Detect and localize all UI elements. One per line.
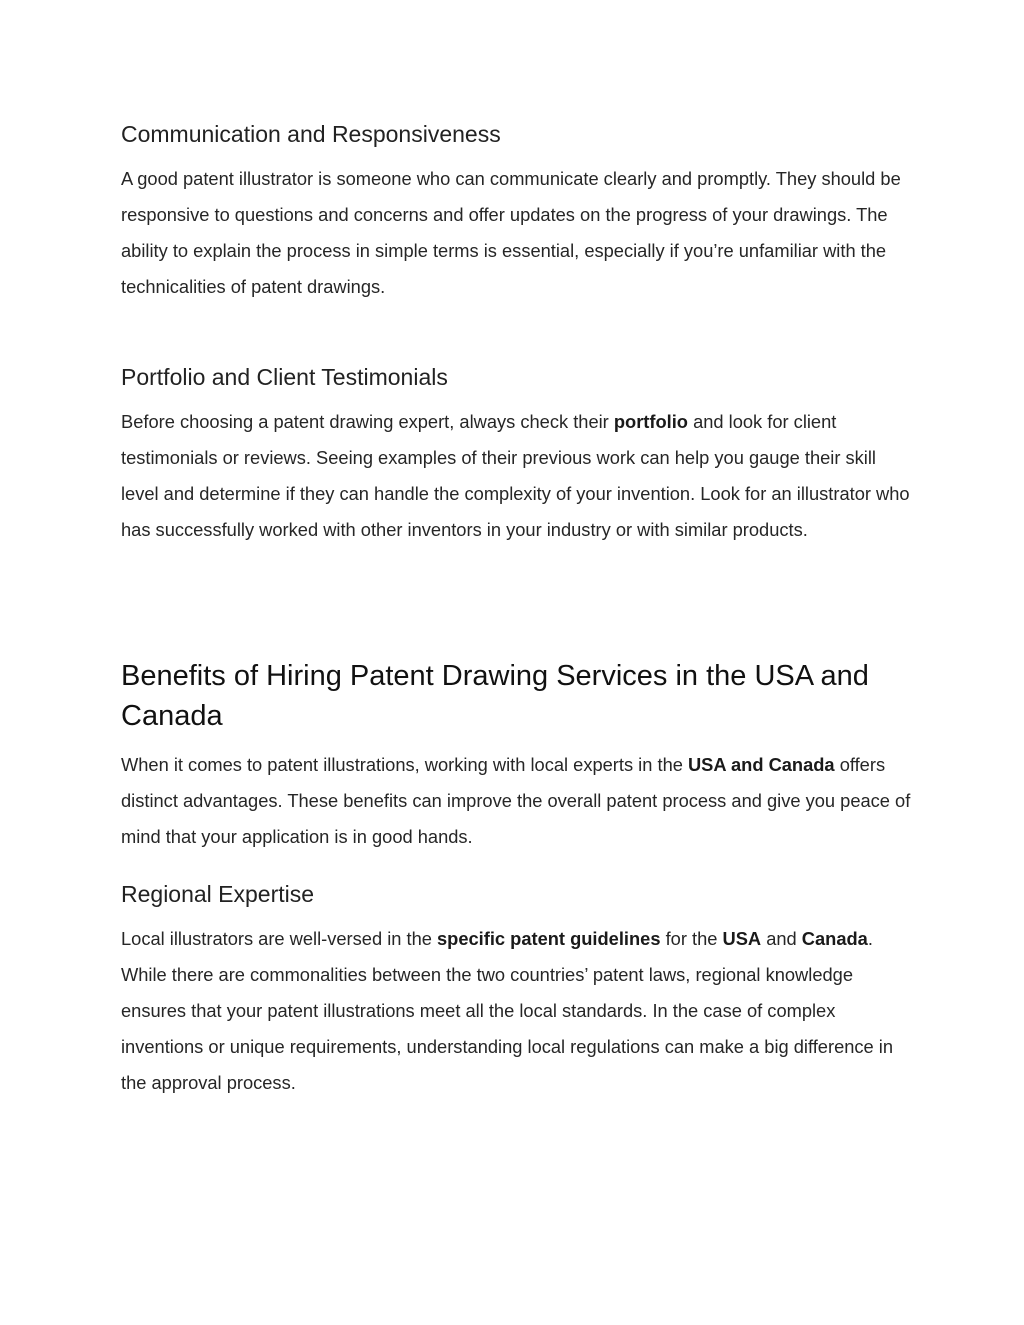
portfolio-heading: Portfolio and Client Testimonials — [121, 364, 448, 390]
benefits-text-1: When it comes to patent illustrations, working with local experts in the — [121, 754, 688, 775]
benefits-bold-term: USA and Canada — [687, 754, 835, 775]
regional-text-4: . While there are commonalities between the two countries’ patent laws, regional knowledge ensures that your patent illustrations meet all the local standards. In the case of complex inventions or unique requirements, understanding local regulations can make a big difference in the approval process. — [121, 928, 894, 1093]
portfolio-text-1: Before choosing a patent drawing expert, always check their — [121, 411, 614, 432]
communication-paragraph: A good patent illustrator is someone who can communicate clearly and promptly. They should be responsive to questions and concerns and offer updates on the progress of your drawings. The ability to explain the process in simple terms is essential, especially if you’re unfamiliar with the technicalities of patent drawings. — [121, 168, 901, 297]
benefits-section — [121, 656, 911, 855]
portfolio-section — [121, 362, 911, 548]
benefits-heading: Benefits of Hiring Patent Drawing Services in the USA and Canada — [121, 660, 869, 732]
benefits-paragraph — [121, 747, 911, 855]
regional-paragraph — [121, 921, 911, 1101]
regional-heading: Regional Expertise — [121, 881, 315, 907]
regional-section — [121, 879, 911, 1101]
communication-heading: Communication and Responsiveness — [121, 121, 501, 147]
benefits-text-2: offers distinct advantages. These benefits can improve the overall patent process and give you peace of mind that your application is in good hands. — [121, 754, 911, 847]
regional-bold-guidelines: specific patent guidelines — [437, 928, 661, 949]
regional-text-2: for the — [660, 928, 723, 949]
regional-text-3: and — [761, 928, 802, 949]
regional-text-1: Local illustrators are well-versed in the — [121, 928, 437, 949]
communication-section — [121, 119, 911, 305]
portfolio-paragraph — [121, 404, 911, 548]
regional-bold-canada: Canada — [801, 928, 868, 949]
regional-bold-usa: USA — [722, 928, 762, 949]
portfolio-text-2: and look for client testimonials or reviews. Seeing examples of their previous work can help you gauge their skill level and determine if they can handle the complexity of your invention. Look for an illustrator who has successfully worked with other inventors in your industry or with similar products. — [121, 411, 910, 540]
portfolio-bold-term: portfolio — [613, 411, 688, 432]
